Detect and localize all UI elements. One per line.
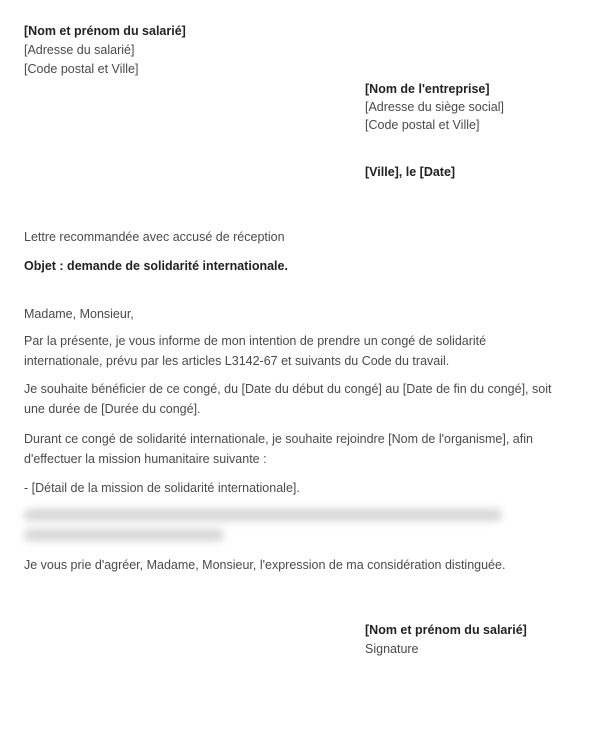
blurred-line <box>24 509 502 521</box>
paragraph-intention <box>24 332 564 371</box>
paragraph-line: internationale, prévu par les articles L3142-67 et suivants du Code du travail. <box>24 353 450 368</box>
recipient-address: [Adresse du siège social] <box>365 100 504 114</box>
blurred-text-placeholder <box>24 505 504 545</box>
paragraph-line: Je souhaite bénéficier de ce congé, du [Date du début du congé] au [Date de fin du congé], soit <box>24 382 552 396</box>
signature-label: Signature <box>365 642 419 656</box>
sender-postal-city: [Code postal et Ville] <box>24 62 139 76</box>
recipient-postal-city: [Code postal et Ville] <box>365 118 480 132</box>
paragraph-line: une durée de [Durée du congé]. <box>24 401 201 416</box>
paragraph-organisation <box>24 430 564 469</box>
recipient-company: [Nom de l'entreprise] <box>365 82 490 96</box>
paragraph-line: d'effectuer la mission humanitaire suivante : <box>24 451 267 466</box>
sender-name: [Nom et prénom du salarié] <box>24 24 186 38</box>
paragraph-line: Durant ce congé de solidarité internationale, je souhaite rejoindre [Nom de l'organisme], afin <box>24 432 533 446</box>
blurred-line <box>24 529 224 541</box>
letter-subject: Objet : demande de solidarité internationale. <box>24 259 288 273</box>
salutation: Madame, Monsieur, <box>24 307 134 321</box>
mailing-mode: Lettre recommandée avec accusé de réception <box>24 230 285 244</box>
paragraph-dates <box>24 380 564 419</box>
place-date: [Ville], le [Date] <box>365 165 456 179</box>
paragraph-line: Par la présente, je vous informe de mon intention de prendre un congé de solidarité <box>24 334 487 348</box>
sender-address: [Adresse du salarié] <box>24 43 135 57</box>
mission-detail: - [Détail de la mission de solidarité internationale]. <box>24 481 300 495</box>
signature-name: [Nom et prénom du salarié] <box>365 623 527 637</box>
closing-formula: Je vous prie d'agréer, Madame, Monsieur, l'expression de ma considération distinguée. <box>24 558 506 572</box>
